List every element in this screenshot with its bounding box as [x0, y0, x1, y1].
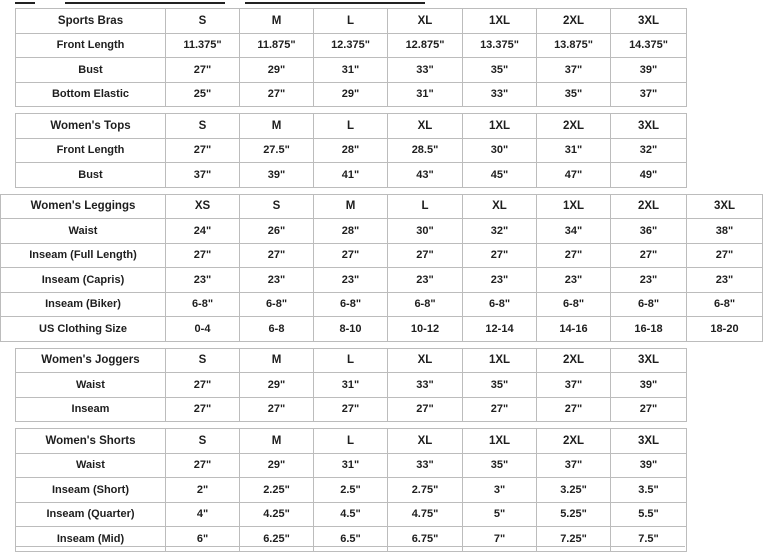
size-header: 3XL: [611, 9, 687, 34]
table-cell: 39": [611, 453, 687, 478]
row-label: Inseam (Short): [16, 478, 166, 503]
table-row: [16, 82, 687, 107]
table-header-row: [16, 348, 687, 373]
table-header-row: [1, 194, 763, 219]
row-label: US Clothing Size: [1, 317, 166, 342]
size-header: S: [166, 348, 240, 373]
table-cell: 37": [537, 373, 611, 398]
table-cell: 28": [314, 219, 388, 244]
table-cell: 2.5": [314, 478, 388, 503]
table-cell: 28.5": [388, 138, 463, 163]
table-cell: 4": [166, 502, 240, 527]
table-cell: 27": [240, 243, 314, 268]
table-cell: 27": [166, 373, 240, 398]
table-cell: 4.75": [388, 502, 463, 527]
size-header: XL: [388, 9, 463, 34]
table-cell: 6-8": [463, 292, 537, 317]
table-cell: 6-8": [537, 292, 611, 317]
table-cell: 11.375": [166, 33, 240, 58]
sports-bras-table: [15, 8, 687, 107]
size-header: 1XL: [537, 194, 611, 219]
table-row: [16, 502, 687, 527]
womens-joggers-table: [15, 348, 687, 423]
table-cell: 13.375": [463, 33, 537, 58]
table-cell: 6-8": [240, 292, 314, 317]
size-header: S: [240, 194, 314, 219]
size-header: M: [240, 429, 314, 454]
size-header: 3XL: [687, 194, 763, 219]
table-row: [1, 243, 763, 268]
table-cell: 3": [463, 478, 537, 503]
table-cell: 4.5": [314, 502, 388, 527]
table-cell: 5": [463, 502, 537, 527]
table-cell: 28": [314, 138, 388, 163]
table-cell: 31": [537, 138, 611, 163]
row-label: Front Length: [16, 138, 166, 163]
size-header: 2XL: [537, 9, 611, 34]
table-cell: 45": [463, 163, 537, 188]
table-cell: 43": [388, 163, 463, 188]
table-cell: 23": [537, 268, 611, 293]
table-cell: 27": [388, 397, 463, 422]
table-cell: 2.25": [240, 478, 314, 503]
table-cell: 25": [166, 82, 240, 107]
table-cell: 35": [463, 373, 537, 398]
table-row: [16, 58, 687, 83]
table-cell: 36": [611, 219, 687, 244]
table-cell: 14-16: [537, 317, 611, 342]
table-cell: 7": [463, 527, 537, 552]
row-label: Inseam (Capris): [1, 268, 166, 293]
table-title: Women's Shorts: [16, 429, 166, 454]
table-cell: 27": [166, 138, 240, 163]
size-header: L: [388, 194, 463, 219]
table-cell: 23": [611, 268, 687, 293]
size-header: 3XL: [611, 114, 687, 139]
size-header: 1XL: [463, 429, 537, 454]
table-cell: 31": [314, 373, 388, 398]
table-row: [16, 163, 687, 188]
table-cell: 31": [388, 82, 463, 107]
row-label: Inseam (Full Length): [1, 243, 166, 268]
table-cell: 12-14: [463, 317, 537, 342]
table-cell: 27": [240, 397, 314, 422]
row-label: Bust: [16, 163, 166, 188]
table-cell: 29": [314, 82, 388, 107]
table-cell: 8-10: [314, 317, 388, 342]
table-cell: 33": [388, 58, 463, 83]
table-cell: 7.25": [537, 527, 611, 552]
row-label: Waist: [16, 453, 166, 478]
table-cell: 39": [611, 373, 687, 398]
row-label: Front Length: [16, 33, 166, 58]
table-cell: 3.25": [537, 478, 611, 503]
table-row: [16, 453, 687, 478]
table-cell: 37": [611, 82, 687, 107]
size-header: 3XL: [611, 348, 687, 373]
table-cell: 4.25": [240, 502, 314, 527]
table-cell: 37": [166, 163, 240, 188]
size-header: 2XL: [537, 348, 611, 373]
size-header: L: [314, 9, 388, 34]
row-label: Inseam: [16, 397, 166, 422]
table-cell: 33": [463, 82, 537, 107]
table-cell: 35": [463, 58, 537, 83]
table-cell: 30": [388, 219, 463, 244]
row-label: Bust: [16, 58, 166, 83]
size-header: M: [240, 114, 314, 139]
table-cell: 10-12: [388, 317, 463, 342]
table-cell: 6": [166, 527, 240, 552]
table-cell: 23": [687, 268, 763, 293]
table-cell: 12.875": [388, 33, 463, 58]
table-cell: 6-8": [166, 292, 240, 317]
table-cell: 27": [314, 243, 388, 268]
table-cell: 27": [240, 82, 314, 107]
table-cell: 27": [166, 397, 240, 422]
table-cell: 6.25": [240, 527, 314, 552]
table-cell: 27.5": [240, 138, 314, 163]
size-header: M: [240, 348, 314, 373]
cropped-top-rule: [15, 2, 685, 5]
table-cell: 33": [388, 373, 463, 398]
womens-leggings-table: [0, 194, 763, 342]
table-cell: 23": [388, 268, 463, 293]
table-header-row: [16, 9, 687, 34]
table-cell: 23": [166, 268, 240, 293]
table-cell: 27": [463, 397, 537, 422]
table-cell: 2.75": [388, 478, 463, 503]
table-cell: 27": [537, 243, 611, 268]
table-header-row: [16, 114, 687, 139]
table-row: [16, 397, 687, 422]
table-cell: 39": [240, 163, 314, 188]
table-cell: 13.875": [537, 33, 611, 58]
table-row: [1, 268, 763, 293]
table-cell: 29": [240, 453, 314, 478]
size-header: S: [166, 9, 240, 34]
table-cell: 11.875": [240, 33, 314, 58]
table-cell: 31": [314, 453, 388, 478]
table-cell: 7.5": [611, 527, 687, 552]
womens-tops-table: [15, 113, 687, 188]
table-cell: 35": [463, 453, 537, 478]
table-header-row: [16, 429, 687, 454]
size-header: L: [314, 348, 388, 373]
row-label: Waist: [16, 373, 166, 398]
table-cell: 24": [166, 219, 240, 244]
table-cell: 32": [611, 138, 687, 163]
womens-shorts-table: [15, 428, 687, 552]
size-header: 3XL: [611, 429, 687, 454]
cropped-bottom-rule: [15, 546, 685, 548]
table-cell: 32": [463, 219, 537, 244]
size-header: 2XL: [611, 194, 687, 219]
table-cell: 14.375": [611, 33, 687, 58]
size-header: XL: [463, 194, 537, 219]
table-row: [16, 138, 687, 163]
table-cell: 27": [166, 453, 240, 478]
table-cell: 6-8: [240, 317, 314, 342]
table-cell: 49": [611, 163, 687, 188]
table-cell: 33": [388, 453, 463, 478]
table-cell: 3.5": [611, 478, 687, 503]
size-header: 2XL: [537, 429, 611, 454]
table-title: Sports Bras: [16, 9, 166, 34]
table-cell: 18-20: [687, 317, 763, 342]
size-header: 1XL: [463, 348, 537, 373]
table-row: [1, 292, 763, 317]
table-cell: 30": [463, 138, 537, 163]
table-cell: 23": [463, 268, 537, 293]
table-cell: 35": [537, 82, 611, 107]
table-cell: 41": [314, 163, 388, 188]
size-header: XL: [388, 114, 463, 139]
table-cell: 6-8": [388, 292, 463, 317]
row-label: Inseam (Biker): [1, 292, 166, 317]
size-header: S: [166, 114, 240, 139]
table-cell: 26": [240, 219, 314, 244]
table-row: [16, 373, 687, 398]
table-cell: 27": [687, 243, 763, 268]
table-cell: 2": [166, 478, 240, 503]
table-title: Women's Joggers: [16, 348, 166, 373]
table-cell: 29": [240, 373, 314, 398]
row-label: Bottom Elastic: [16, 82, 166, 107]
size-header: L: [314, 429, 388, 454]
table-cell: 5.25": [537, 502, 611, 527]
table-row: [1, 317, 763, 342]
row-label: Inseam (Mid): [16, 527, 166, 552]
table-cell: 5.5": [611, 502, 687, 527]
table-title: Women's Tops: [16, 114, 166, 139]
table-row: [1, 219, 763, 244]
row-label: Waist: [1, 219, 166, 244]
row-label: Inseam (Quarter): [16, 502, 166, 527]
size-header: XS: [166, 194, 240, 219]
table-cell: 27": [166, 243, 240, 268]
size-header: 1XL: [463, 9, 537, 34]
table-cell: 37": [537, 58, 611, 83]
table-cell: 6-8": [687, 292, 763, 317]
size-header: 2XL: [537, 114, 611, 139]
table-cell: 29": [240, 58, 314, 83]
table-cell: 6-8": [314, 292, 388, 317]
table-row: [16, 33, 687, 58]
size-header: M: [314, 194, 388, 219]
table-cell: 38": [687, 219, 763, 244]
size-chart: [0, 8, 770, 552]
size-header: XL: [388, 429, 463, 454]
size-header: M: [240, 9, 314, 34]
size-header: XL: [388, 348, 463, 373]
table-cell: 27": [166, 58, 240, 83]
table-cell: 0-4: [166, 317, 240, 342]
table-cell: 34": [537, 219, 611, 244]
table-cell: 47": [537, 163, 611, 188]
table-cell: 39": [611, 58, 687, 83]
size-header: 1XL: [463, 114, 537, 139]
table-cell: 6-8": [611, 292, 687, 317]
table-cell: 27": [314, 397, 388, 422]
size-header: S: [166, 429, 240, 454]
table-cell: 23": [314, 268, 388, 293]
table-cell: 27": [537, 397, 611, 422]
table-cell: 27": [463, 243, 537, 268]
table-cell: 23": [240, 268, 314, 293]
table-cell: 6.5": [314, 527, 388, 552]
table-cell: 27": [388, 243, 463, 268]
table-title: Women's Leggings: [1, 194, 166, 219]
table-cell: 27": [611, 243, 687, 268]
table-row: [16, 478, 687, 503]
table-cell: 6.75": [388, 527, 463, 552]
table-cell: 27": [611, 397, 687, 422]
table-cell: 16-18: [611, 317, 687, 342]
table-cell: 12.375": [314, 33, 388, 58]
size-header: L: [314, 114, 388, 139]
table-cell: 31": [314, 58, 388, 83]
table-cell: 37": [537, 453, 611, 478]
